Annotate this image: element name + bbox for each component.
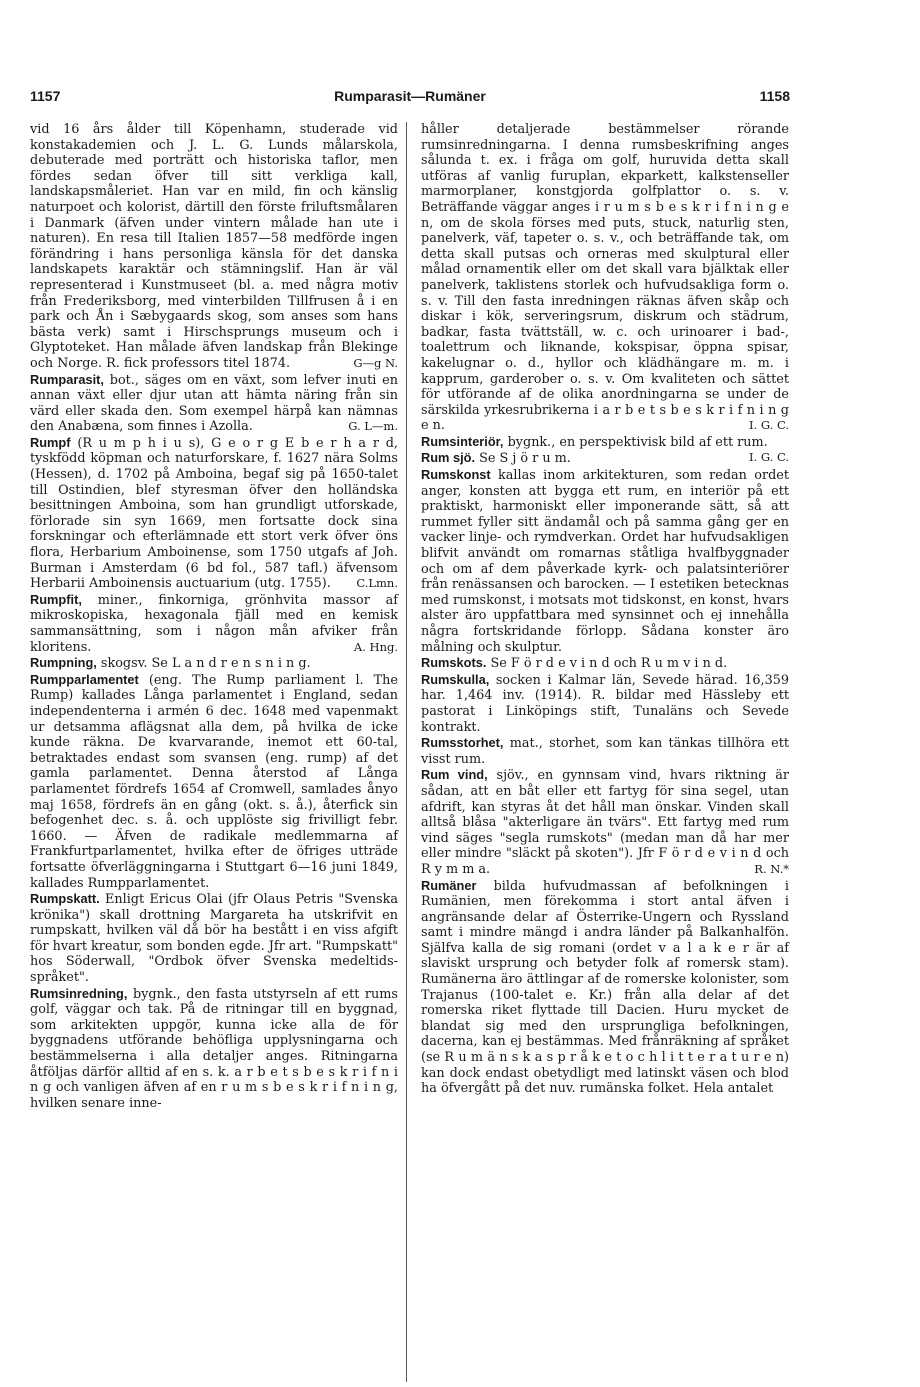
entry-headword: Rumpskatt. — [30, 891, 100, 907]
entry-signature: G. L—m. — [348, 419, 398, 434]
entry-signature: R. N.* — [754, 861, 789, 876]
dictionary-entry — [30, 986, 398, 1112]
entry-headword: Rumskulla, — [421, 671, 490, 687]
entry-signature: C.Lmn. — [356, 576, 398, 591]
entry-text: bilda hufvudmassan af befolkningen i Rumänien, men förekomma i stort antal äfven i angränsande delar af Österrike-Ungern och Ryssland samt i mindre mängd i andra länder på Balkanhalfön. Själfva kalla de sig romani (ordet v a l a k e r är af slaviskt ursprung och betyder folk af romersk stam). Rumänerna äro ättlingar af de romerske kolonister, som Trajanus (100-talet e. Kr.) från alla delar af det romerska riket flyttade till Dacien. Huru mycket de blandat sig med den ursprungliga befolkningen, dacerna, kan ej bestämmas. Med frånräkning af språket (se R u m ä n s k a s p r å k e t o c h l i t t e r a t u r e n) kan dock endast obetydligt med latinskt väsen och blod ha öfvergått på det nuv. rumänska folket. Hela antalet — [421, 878, 789, 1097]
dictionary-entry — [30, 122, 398, 372]
dictionary-entry — [421, 878, 789, 1097]
dictionary-entry — [421, 767, 789, 877]
entry-signature: I. G. C. — [749, 450, 789, 465]
entry-headword: Rumsinteriör, — [421, 433, 504, 449]
entry-text: Enligt Ericus Olai (jfr Olaus Petris "Svenska krönika") skall drottning Margareta ha utskrifvit en rumpskatt, hvilken väl då bör ha bestått i en viss afgift för hvart kreatur, som bonden egde. Jfr art. "Rumpskatt" hos Söderwall, "Ordbok öfver Svenska medeltids-språket". — [30, 892, 398, 986]
dictionary-entry — [421, 467, 789, 655]
entry-text: mat., storhet, som kan tänkas tillhöra ett visst rum. — [421, 736, 789, 767]
entry-text: kallas inom arkitekturen, som redan ordet anger, konsten att bygga ett rum, en interiör på ett praktiskt, harmoniskt eller imponerande sätt, så att rummet fyller sitt ändamål och på samma gång ger en vacker linje- och rymdverkan. Ordet har hufvudsakligen blifvit användt om romarnas ståtliga hvalfbyggnader och om af dem påverkade kyrk- och palatsinteriörer från renässansen och barocken. — I estetiken betecknas med rumskonst, i motsats mot tidskonst, en konst, hvars alster äro uppfattbara med synsinnet och ej innehålla några fortskridande förlopp. Sådana konster äro målning och skulptur. — [421, 468, 789, 655]
entry-signature: I. G. C. — [749, 418, 789, 433]
entry-text: skogsv. Se L a n d r e n s n i n g. — [100, 656, 311, 672]
entry-headword: Rumäner — [421, 877, 477, 893]
right-column — [421, 122, 789, 1097]
entry-signature: A. Hng. — [353, 639, 398, 654]
entry-text: miner., finkorniga, grönhvita massor af mikroskopiska, hexagonala fjäll med en kemisk sammansättning, som i någon mån afviker från kloritens. — [30, 592, 398, 655]
entry-text: (R u m p h i u s), G e o r g E b e r h a r d, tyskfödd köpman och naturforskare, f. 1627 nära Solms (Hessen), d. 1702 på Amboina, begaf sig på 1650-talet till Ostindien, blef styresman öfver den holländska besittningen Amboina, som han grundligt utforskade, förlorade sin syn 1669, men fortsatte dock sina forskningar och efterlämnade ett stort verk öfver öns flora, Herbarium Amboinense, som 1750 utgafs af Joh. Burman i Amsterdam (6 bd fol., 587 tafl.) äfvensom Herbarii Amboinensis auctuarium (utg. 1755). — [30, 435, 398, 592]
page-header — [30, 88, 790, 108]
entry-text: vid 16 års ålder till Köpenhamn, studerade vid konstakademien och J. L. G. Lunds målarskola, debuterade med porträtt och historiska taflor, men fördes sedan öfver till sitt verkliga kall, landskapsmåleriet. Han var en mild, fin och känslig naturpoet och kolorist, därtill den förste friluftsmålaren i Danmark (äfven under vintern målade han ute i naturen). En resa till Italien 1857—58 medförde ingen förändring i hans personliga känsla för det danska landskapets karaktär och stämningslif. Han är väl representerad i Kunstmuseet (bl. a. med några motiv från Frederiksborg, med vinterbilden Tillfrusen å i en park och Ån i Sæbygaards skog, som anses som hans bästa verk) samt i Hirschsprungs museum och i Glyptoteket. Han målade äfven landskap från Blekinge och Norge. R. fick professors titel 1874. — [30, 122, 398, 371]
entry-text: Se S j ö r u m. — [479, 451, 571, 467]
dictionary-entry — [421, 122, 789, 434]
entry-headword: Rumpfit, — [30, 591, 82, 607]
entry-signature: G—g N. — [353, 355, 398, 370]
entry-headword: Rumparasit, — [30, 371, 104, 387]
entry-headword: Rum sjö. — [421, 450, 476, 466]
entry-headword: Rumsinredning, — [30, 985, 128, 1001]
entry-text: (eng. The Rump parliament l. The Rump) kallades Långa parlamentet i England, sedan independenterna i armén 6 dec. 1648 med vapenmakt ur detsamma aflägsnat alla dem, på hvilka de icke kunde räkna. De kvarvarande, inemot ett 60-tal, betraktades endast som svansen (eng. rump) af det gamla parlamentet. Denna återstod af Långa parlamentet fördrefs 1654 af Cromwell, samlades ånyo maj 1658, fördrefs än en gång (okt. s. å.), återfick sin befogenhet dec. s. å. och upplöste sig frivilligt febr. 1660. — Äfven de radikale medlemmarna af Frankfurtparlamentet, hvilka efter de öfriges utträde fortsatte öfverläggningarna i Stuttgart 6—16 juni 1849, kallades Rumpparlamentet. — [30, 672, 398, 891]
dictionary-entry — [421, 672, 789, 735]
page-number-right: 1158 — [759, 88, 790, 104]
dictionary-entry — [421, 450, 789, 467]
entry-headword: Rumpf — [30, 434, 71, 450]
entry-headword: Rumpparlamentet — [30, 671, 139, 687]
entry-headword: Rumpning, — [30, 655, 97, 671]
entry-text: håller detaljerade bestämmelser rörande rumsinredningarna. I denna rumsbeskrifning anges sålunda t. ex. i fråga om golf, huruvida detta skall utföras af vanlig furuplan, ekparkett, kalkstenseller marmorplaner, konstgjorda golfplattor o. s. v. Beträffande väggar anges i r u m s b e s k r i f n i n g e n, om de skola förses med puts, stuck, naturlig sten, panelverk, väf, tapeter o. s. v., och beträffande tak, om detta skall putsas och orneras med skulptural eller målad ornamentik eller om det skall vara bjälktak eller panelverk, taklistens storlek och hufvudsakliga form o. s. v. Till den fasta inredningen räknas äfven skåp och diskar i kök, serveringsrum, diskrum och städrum, badkar, fasta tvättställ, w. c. och urinoarer i bad-, toalettrum och liknande, kokspisar, öppna spisar, kakelugnar o. d., hyllor och klädhängare m. m. i kapprum, garderober o. s. v. Om kvaliteten och sättet för utförande af de olika anordningarna se under de särskilda yrkesrubrikerna i a r b e t s b e s k r i f n i n g e n. — [421, 122, 789, 434]
dictionary-entry — [30, 372, 398, 435]
column-divider — [406, 122, 407, 1382]
entry-text: bygnk., en perspektivisk bild af ett rum. — [507, 434, 768, 450]
dictionary-entry — [30, 891, 398, 986]
running-title: Rumparasit—Rumäner — [334, 88, 486, 104]
entry-text: bygnk., den fasta utstyrseln af ett rums golf, väggar och tak. På de ritningar till en byggnad, som arkitekten uppgör, kunna icke alla de för byggnadens utförande behöfliga upplysningarna och bestämmelserna i alla detaljer anges. Ritningarna åtföljas därför alltid af en s. k. a r b e t s b e s k r i f n i n g och vanligen äfven af en r u m s b e s k r i f n i n g, hvilken senare inne- — [30, 986, 398, 1111]
page-number-left: 1157 — [30, 88, 61, 104]
entry-text: bot., säges om en växt, som lefver inuti en annan växt eller djur utan att hämta näring från sin värd eller skada den. Som exempel härpå kan nämnas den Anabæna, som finnes i Azolla. — [30, 372, 398, 435]
entry-text: Se F ö r d e v i n d och R u m v i n d. — [490, 656, 728, 672]
dictionary-entry — [30, 592, 398, 655]
dictionary-entry — [421, 655, 789, 672]
dictionary-entry — [421, 735, 789, 767]
dictionary-entry — [30, 435, 398, 592]
entry-headword: Rum vind, — [421, 767, 488, 783]
dictionary-entry — [30, 672, 398, 891]
entry-text: sjöv., en gynnsam vind, hvars riktning är sådan, att en båt eller ett fartyg för sina segel, utan afdrift, kan styras åt det håll man önskar. Vinden skall alltså blåsa "akterligare än tvärs". Ett fartyg med rum vind säges "segla rumskots" (medan man då har mer eller mindre "släckt på skoten"). Jfr F ö r d e v i n d och R y m m a. — [421, 768, 789, 877]
entry-headword: Rumskots. — [421, 655, 487, 671]
left-column — [30, 122, 398, 1111]
entry-headword: Rumskonst — [421, 467, 491, 483]
entry-headword: Rumsstorhet, — [421, 735, 504, 751]
entry-text: socken i Kalmar län, Sevede härad. 16,359 har. 1,464 inv. (1914). R. bildar med Hässleby ett pastorat i Linköpings stift, Tunaläns och Sevede kontrakt. — [421, 672, 790, 735]
dictionary-entry — [30, 655, 398, 672]
